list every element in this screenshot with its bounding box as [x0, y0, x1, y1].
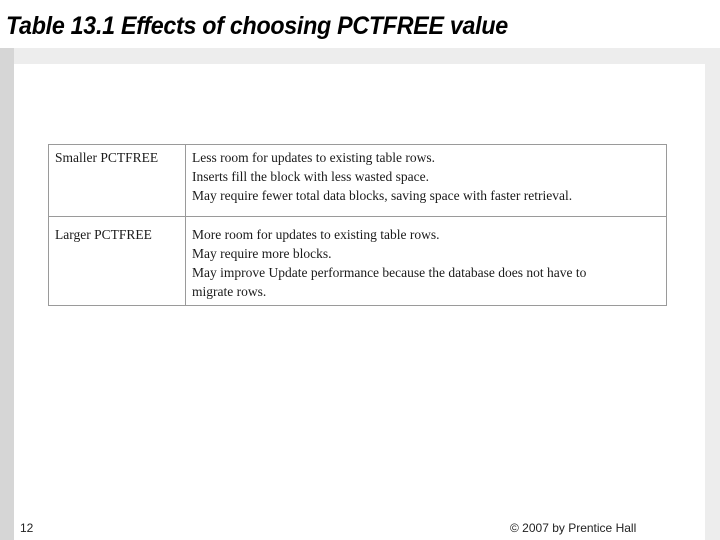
row-label: Smaller PCTFREE — [49, 145, 186, 217]
slide-title: Table 13.1 Effects of choosing PCTFREE value — [6, 12, 508, 40]
description-line: More room for updates to existing table rows. — [192, 227, 440, 242]
description-line: May improve Update performance because the database does not have to — [192, 265, 587, 280]
left-strip — [0, 48, 14, 540]
pctfree-effects-table — [48, 144, 667, 306]
table-row — [49, 145, 667, 217]
row-description — [186, 217, 667, 306]
description-line: May require more blocks. — [192, 246, 332, 261]
row-description — [186, 145, 667, 217]
description-line: migrate rows. — [192, 284, 267, 299]
table-row — [49, 217, 667, 306]
description-line: Less room for updates to existing table rows. — [192, 150, 435, 165]
row-label: Larger PCTFREE — [49, 217, 186, 306]
page-number: 12 — [20, 521, 34, 535]
description-line: Inserts fill the block with less wasted space. — [192, 169, 429, 184]
description-line: May require fewer total data blocks, saving space with faster retrieval. — [192, 188, 573, 203]
copyright-notice: © 2007 by Prentice Hall — [510, 521, 637, 535]
